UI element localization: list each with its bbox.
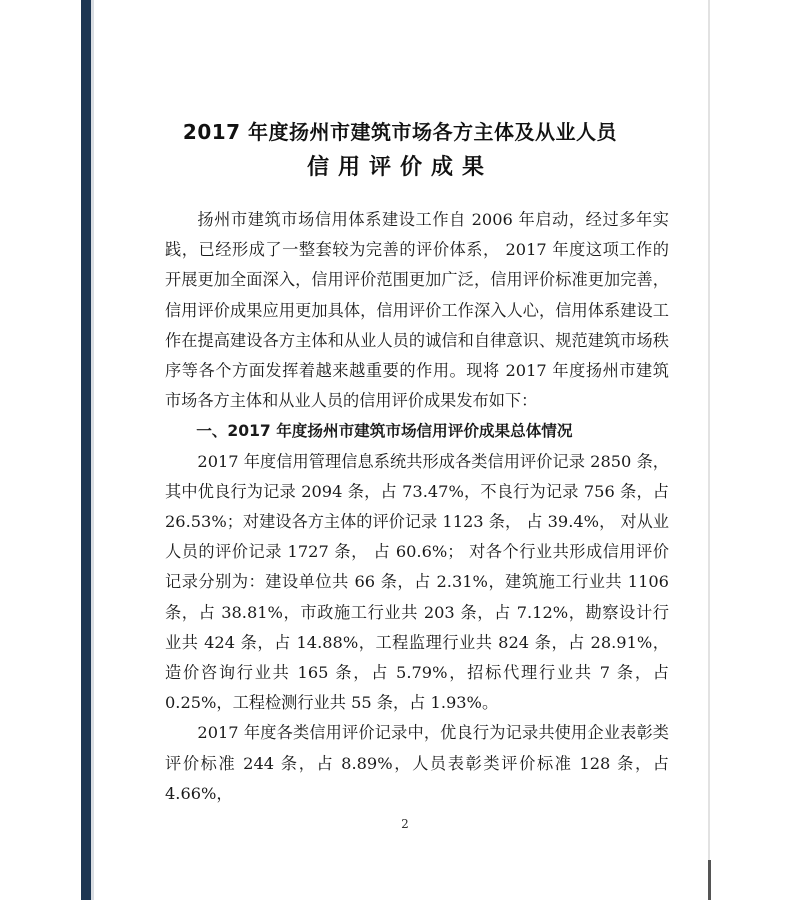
intro-paragraph: 扬州市建筑市场信用体系建设工作自 2006 年启动，经过多年实践，已经形成了一整套较为完善的评价体系， 2017 年度这项工作的开展更加全面深入，信用评价范围更加广泛，信用评价标准更加完善，信用评价成果应用更加具体，信用评价工作深入人心，信用体系建设工作在提高建设各方主体和从业人员的诚信和自律意识、规范建筑市场秩序等各个方面发挥着越来越重要的作用。现将 2017 年度扬州市建筑市场各方主体和从业人员的信用评价成果发布如下：	[165, 210, 669, 411]
scan-right-edge	[708, 0, 710, 900]
document-body	[165, 205, 669, 809]
section-heading: 一、2017 年度扬州市建筑市场信用评价成果总体情况	[196, 422, 573, 441]
records-paragraph: 2017 年度各类信用评价记录中，优良行为记录共使用企业表彰类评价标准 244 条，占 8.89%，人员表彰类评价标准 128 条，占 4.66%，	[165, 723, 669, 803]
scan-right-edge-mark	[708, 860, 711, 900]
document-title: 2017 年度扬州市建筑市场各方主体及从业人员	[182, 120, 618, 144]
statistics-paragraph: 2017 年度信用管理信息系统共形成各类信用评价记录 2850 条，其中优良行为记录 2094 条，占 73.47%，不良行为记录 756 条，占 26.53%；对建设各方主体的评价记录 1123 条， 占 39.4%， 对从业人员的评价记录 1727 条， 占 60.6%； 对各个行业共形成信用评价记录分别为：建设单位共 66 条，占 2.31%，建筑施工行业共 1106 条，占 38.81%，市政施工行业共 203 条，占 7.12%，勘察设计行业共 424 条，占 14.88%，工程监理行业共 824 条，占 28.91%，造价咨询行业共 165 条，占 5.79%，招标代理行业共 7 条，占 0.25%，工程检测行业共 55 条，占 1.93%。	[165, 451, 669, 713]
document-subtitle: 信用评价成果	[306, 155, 493, 180]
scan-binding-edge	[81, 0, 91, 900]
scan-binding-shadow	[91, 0, 94, 900]
page-number: 2	[401, 817, 409, 831]
